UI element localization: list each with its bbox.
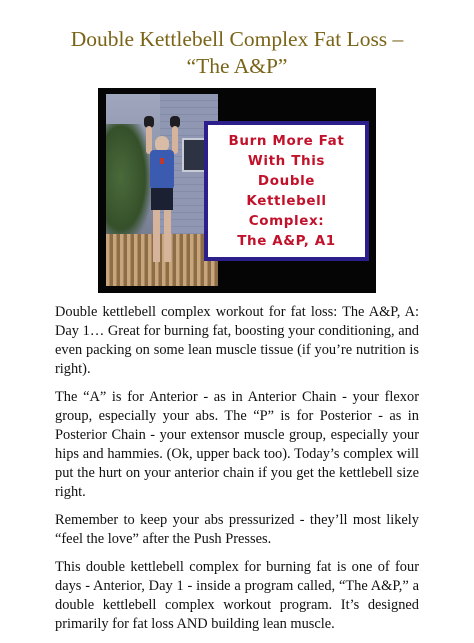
arm-right xyxy=(172,126,178,154)
paragraph: Double kettlebell complex workout for fat loss: The A&P, A: Day 1… Great for burning fat, boosting your conditioning, and even packing on some lean muscle tissue (if you’re nutrition is right). xyxy=(55,304,419,377)
promo-line: Complex: xyxy=(248,213,325,229)
promo-line: Double xyxy=(257,173,316,189)
article-body xyxy=(55,303,419,643)
paragraph: Remember to keep your abs pressurized - they’ll most likely “feel the love” after the Push Presses. xyxy=(55,512,419,547)
leg-left xyxy=(153,210,160,262)
promo-line: With This xyxy=(247,153,326,169)
leg-right xyxy=(164,210,171,262)
shirt-logo xyxy=(160,158,164,164)
shirt xyxy=(150,150,174,188)
promo-line: Burn More Fat xyxy=(228,133,345,149)
promo-line: The A&P, A1 xyxy=(237,233,336,249)
photo-kettlebell-man xyxy=(106,94,218,286)
title-line-2: “The A&P” xyxy=(186,54,288,78)
promo-line: Kettlebell xyxy=(246,193,327,209)
person-figure xyxy=(144,116,180,266)
paragraph: This double kettlebell complex for burning fat is one of four days - Anterior, Day 1 - inside a program called, “The A&P,” a double kettlebell complex workout program. It’s designed primarily for fat loss AND building lean muscle. xyxy=(55,559,419,632)
paragraph: The “A” is for Anterior - as in Anterior Chain - your flexor group, especially your abs. The “P” is for Posterior - as in Posterior Chain - your extensor muscle group, especially your hips and hammies. (Ok, upper back too). Today’s complex will put the hurt on your anterior chain if you get the kettlebell size right. xyxy=(55,389,419,500)
shorts xyxy=(151,188,173,210)
title-line-1: Double Kettlebell Complex Fat Loss – xyxy=(70,27,404,51)
promo-card-text xyxy=(229,131,345,251)
hero-image xyxy=(98,88,376,293)
promo-card xyxy=(204,121,369,261)
page-title xyxy=(0,26,474,80)
